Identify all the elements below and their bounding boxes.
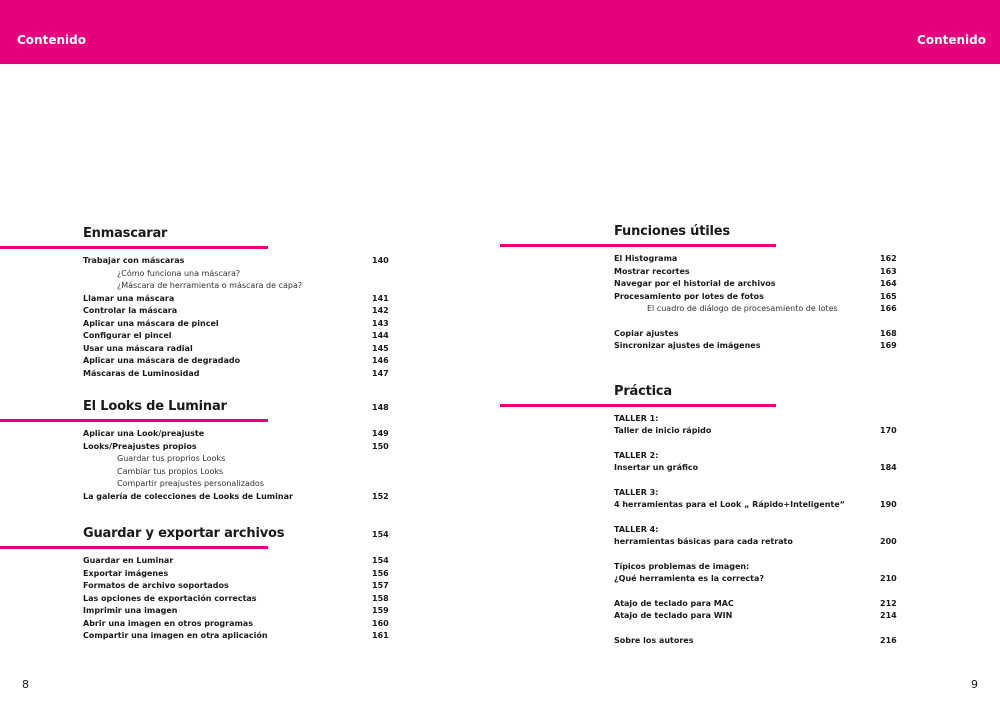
entry-page-number: 147	[372, 368, 389, 378]
entry-title: 4 herramientas para el Look „ Rápido+Inteligente“	[614, 500, 845, 509]
entry-title: Típicos problemas de imagen:	[614, 561, 750, 571]
entry-spacer	[500, 587, 900, 599]
entry-title: Aplicar una máscara de pincel	[83, 318, 219, 328]
entry-title: Atajo de teclado para MAC	[614, 598, 734, 608]
toc-entry	[0, 631, 400, 644]
entry-page-number: 200	[880, 537, 897, 546]
entry-title: Controlar la máscara	[83, 306, 178, 315]
toc-entry	[0, 306, 400, 319]
entry-spacer	[500, 550, 900, 562]
entry-page-number: 214	[880, 611, 897, 620]
toc-entry	[0, 344, 400, 357]
entry-page-number: 145	[372, 343, 389, 353]
entry-title: Guardar en Luminar	[83, 556, 174, 565]
entry-page-number: 166	[880, 304, 897, 313]
entry-title: Looks/Preajustes propios	[83, 441, 197, 451]
toc-entry	[0, 556, 400, 569]
toc-entry	[500, 267, 900, 280]
entry-page-number: 216	[880, 635, 897, 645]
entry-page-number: 152	[372, 491, 389, 501]
entry-title: Compartir preajustes personalizados	[117, 479, 264, 488]
toc-entry	[500, 279, 900, 292]
toc-subentry	[0, 269, 400, 282]
toc-entry	[500, 414, 900, 427]
entry-page-number: 160	[372, 618, 389, 628]
entry-title: Sincronizar ajustes de imágenes	[614, 341, 761, 350]
toc-entry	[500, 463, 900, 476]
toc-entry	[0, 606, 400, 619]
section-heading	[0, 526, 400, 548]
toc-right-column	[500, 224, 900, 648]
entry-title: Mostrar recortes	[614, 266, 690, 276]
section-heading	[0, 399, 400, 421]
entry-title: ¿Qué herramienta es la correcta?	[614, 574, 765, 583]
entry-title: La galería de colecciones de Looks de Luminar	[83, 491, 293, 501]
entry-title: Atajo de teclado para WIN	[614, 611, 733, 620]
entry-page-number: 157	[372, 581, 389, 590]
entry-title: TALLER 4:	[614, 524, 659, 534]
toc-entry-list	[0, 429, 400, 504]
entry-title: Abrir una imagen en otros programas	[83, 618, 253, 628]
entry-title: ¿Cómo funciona una máscara?	[117, 268, 241, 278]
entry-title: Formatos de archivo soportados	[83, 581, 229, 590]
toc-subentry	[0, 281, 400, 294]
page-number-left: 8	[22, 678, 29, 691]
entry-page-number: 212	[880, 598, 897, 608]
entry-title: Copiar ajustes	[614, 328, 679, 338]
entry-title: Insertar un gráfico	[614, 463, 699, 472]
entry-title: Imprimir una imagen	[83, 606, 178, 615]
entry-title: TALLER 1:	[614, 413, 659, 423]
entry-title: Cambiar tus propios Looks	[117, 466, 224, 476]
section-heading	[500, 224, 900, 246]
entry-page-number: 168	[880, 328, 897, 338]
section-page-number: 154	[372, 530, 389, 539]
section-divider-rule	[0, 246, 268, 249]
section-title: Funciones útiles	[614, 224, 730, 239]
entry-page-number: 161	[372, 631, 389, 640]
toc-subentry	[0, 479, 400, 492]
entry-title: El Histograma	[614, 254, 678, 263]
entry-title: Sobre los autores	[614, 635, 694, 645]
toc-entry-list	[0, 256, 400, 381]
entry-title: Navegar por el historial de archivos	[614, 279, 776, 288]
entry-title: Las opciones de exportación correctas	[83, 593, 257, 603]
toc-entry	[0, 492, 400, 505]
section-title: Guardar y exportar archivos	[83, 526, 285, 541]
entry-page-number: 158	[372, 593, 389, 603]
entry-title: Procesamiento por lotes de fotos	[614, 291, 764, 301]
entry-spacer	[500, 317, 900, 329]
toc-entry	[0, 256, 400, 269]
toc-entry	[500, 488, 900, 501]
section-page-number: 148	[372, 403, 389, 412]
entry-title: ¿Máscara de herramienta o máscara de capa?	[117, 281, 303, 290]
toc-entry	[0, 569, 400, 582]
toc-entry	[500, 329, 900, 342]
toc-entry	[0, 594, 400, 607]
toc-entry	[0, 369, 400, 382]
entry-page-number: 165	[880, 291, 897, 301]
entry-title: TALLER 3:	[614, 487, 659, 497]
entry-title: Taller de inicio rápido	[614, 426, 712, 435]
toc-entry	[500, 451, 900, 464]
toc-subentry	[0, 454, 400, 467]
entry-title: Exportar imágenes	[83, 568, 169, 578]
toc-entry	[500, 599, 900, 612]
entry-page-number: 190	[880, 500, 897, 509]
entry-page-number: 141	[372, 293, 389, 303]
entry-page-number: 169	[880, 341, 897, 350]
toc-entry	[0, 331, 400, 344]
section-divider-rule	[500, 404, 776, 407]
entry-page-number: 146	[372, 356, 389, 365]
toc-entry	[0, 442, 400, 455]
toc-entry	[0, 319, 400, 332]
entry-page-number: 156	[372, 568, 389, 578]
toc-left-column	[0, 226, 400, 644]
entry-page-number: 154	[372, 556, 389, 565]
toc-entry-list	[500, 414, 900, 649]
section-divider-rule	[0, 419, 268, 422]
toc-entry	[0, 294, 400, 307]
entry-title: Compartir una imagen en otra aplicación	[83, 631, 268, 640]
toc-section-practica	[500, 384, 900, 649]
section-title: Enmascarar	[83, 226, 168, 241]
section-title: Práctica	[614, 383, 672, 399]
toc-entry-list	[0, 556, 400, 644]
toc-section-enmascarar	[0, 226, 400, 381]
entry-page-number: 142	[372, 306, 389, 315]
section-divider-rule	[500, 244, 776, 247]
entry-spacer	[500, 624, 900, 636]
entry-page-number: 159	[372, 606, 389, 615]
section-title: El Looks de Luminar	[83, 399, 227, 414]
entry-page-number: 170	[880, 426, 897, 435]
toc-entry	[500, 611, 900, 624]
entry-spacer	[500, 513, 900, 525]
entry-spacer	[500, 439, 900, 451]
entry-spacer	[500, 476, 900, 488]
toc-entry	[500, 525, 900, 538]
header-bar	[0, 0, 1000, 64]
entry-page-number: 140	[372, 256, 389, 265]
entry-page-number: 143	[372, 318, 389, 328]
entry-page-number: 184	[880, 463, 897, 472]
entry-title: Configurar el pincel	[83, 331, 172, 340]
page-number-right: 9	[971, 678, 978, 691]
entry-title: Aplicar una Look/preajuste	[83, 429, 205, 438]
entry-title: Guardar tus proprios Looks	[117, 454, 226, 463]
entry-page-number: 162	[880, 254, 897, 263]
toc-entry	[0, 429, 400, 442]
header-title-right: Contenido	[917, 33, 986, 47]
toc-entry-list	[500, 254, 900, 354]
entry-page-number: 144	[372, 331, 389, 340]
toc-entry	[500, 426, 900, 439]
header-title-left: Contenido	[17, 33, 86, 47]
toc-entry	[500, 292, 900, 305]
toc-entry	[500, 574, 900, 587]
section-heading	[500, 384, 900, 406]
toc-entry	[0, 581, 400, 594]
entry-page-number: 164	[880, 279, 897, 288]
entry-title: TALLER 2:	[614, 450, 659, 460]
entry-page-number: 149	[372, 429, 389, 438]
section-divider-rule	[0, 546, 268, 549]
entry-page-number: 210	[880, 574, 897, 583]
toc-subentry	[500, 304, 900, 317]
toc-section-funciones-utiles	[500, 224, 900, 354]
entry-title: herramientas básicas para cada retrato	[614, 537, 793, 546]
toc-entry	[500, 341, 900, 354]
toc-section-el-looks-de-luminar	[0, 399, 400, 504]
entry-title: Trabajar con máscaras	[83, 256, 185, 265]
entry-page-number: 163	[880, 266, 897, 276]
entry-title: El cuadro de diálogo de procesamiento de lotes	[647, 304, 838, 313]
toc-subentry	[0, 467, 400, 480]
entry-title: Máscaras de Luminosidad	[83, 368, 200, 378]
toc-entry	[0, 619, 400, 632]
section-heading	[0, 226, 400, 248]
toc-entry	[0, 356, 400, 369]
entry-title: Usar una máscara radial	[83, 343, 193, 353]
toc-entry	[500, 636, 900, 649]
toc-entry	[500, 254, 900, 267]
entry-title: Llamar una máscara	[83, 293, 175, 303]
toc-entry	[500, 562, 900, 575]
toc-entry	[500, 537, 900, 550]
entry-page-number: 150	[372, 441, 389, 451]
toc-section-guardar-y-exportar-archivos	[0, 526, 400, 644]
entry-title: Aplicar una máscara de degradado	[83, 356, 241, 365]
toc-entry	[500, 500, 900, 513]
